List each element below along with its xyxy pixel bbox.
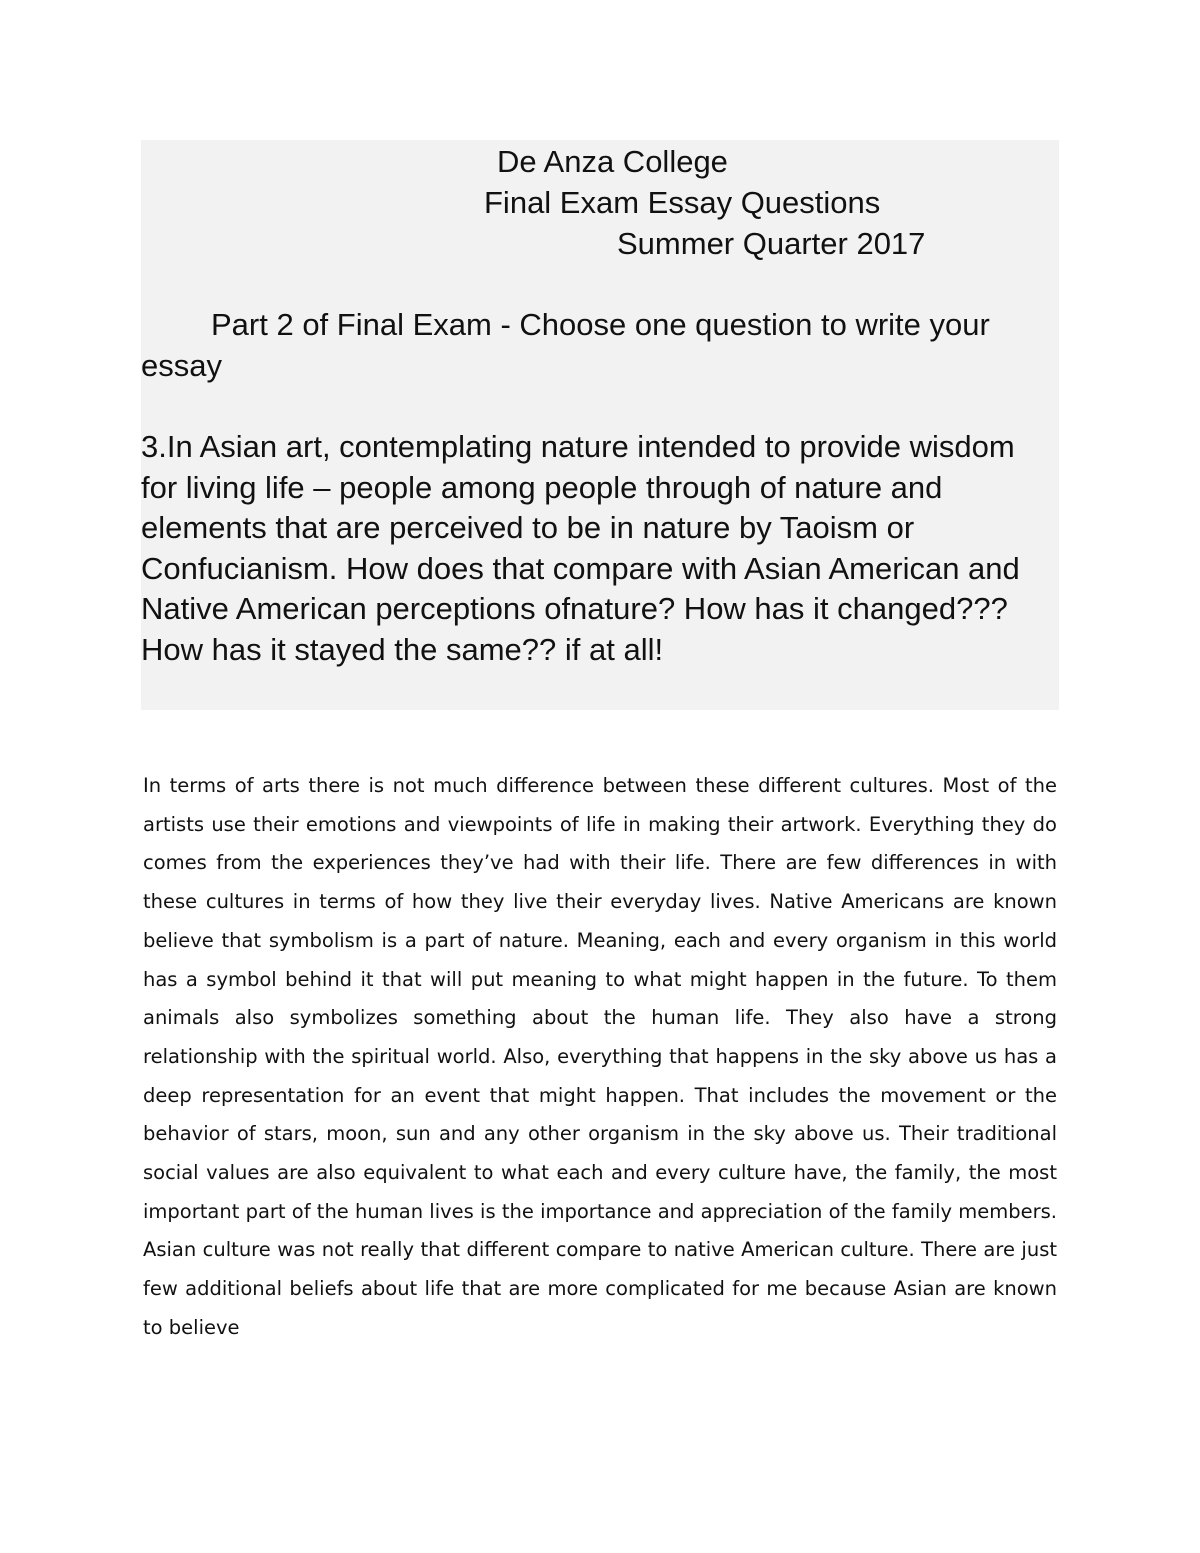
exam-quarter: Summer Quarter 2017 bbox=[617, 226, 926, 261]
essay-body: In terms of arts there is not much difference between these different cultures. Most of the artists use their emotions and viewpoints of life in making their artwork. Everything they do comes from the experiences they’ve had with their life. There are few differences in with these cultures in terms of how they live their everyday lives. Native Americans are known believe that symbolism is a part of nature. Meaning, each and every organism in this world has a symbol behind it that will put meaning to what might happen in the future. To them animals also symbolizes something about the human life. They also have a strong relationship with the spiritual world. Also, everything that happens in the sky above us has a deep representation for an event that might happen. That includes the movement or the behavior of stars, moon, sun and any other organism in the sky above us. Their traditional social values are also equivalent to what each and every culture have, the family, the most important part of the human lives is the importance and appreciation of the family members. Asian culture was not really that different compare to native American culture. There are just few additional beliefs about life that are more complicated for me because Asian are known to believe bbox=[143, 774, 1057, 1339]
part-instruction: Part 2 of Final Exam - Choose one question to write your essay bbox=[141, 307, 990, 383]
exam-title: Final Exam Essay Questions bbox=[484, 185, 881, 220]
essay-question: 3.In Asian art, contemplating nature intended to provide wisdom for living life – people among people through of nature and elements that are perceived to be in nature by Taoism or Confucianism. How does that compare with Asian American and Native American perceptions ofnature? How has it changed??? How has it stayed the same?? if at all! bbox=[141, 429, 1020, 667]
exam-header-box bbox=[141, 140, 1059, 710]
college-name: De Anza College bbox=[497, 144, 728, 179]
